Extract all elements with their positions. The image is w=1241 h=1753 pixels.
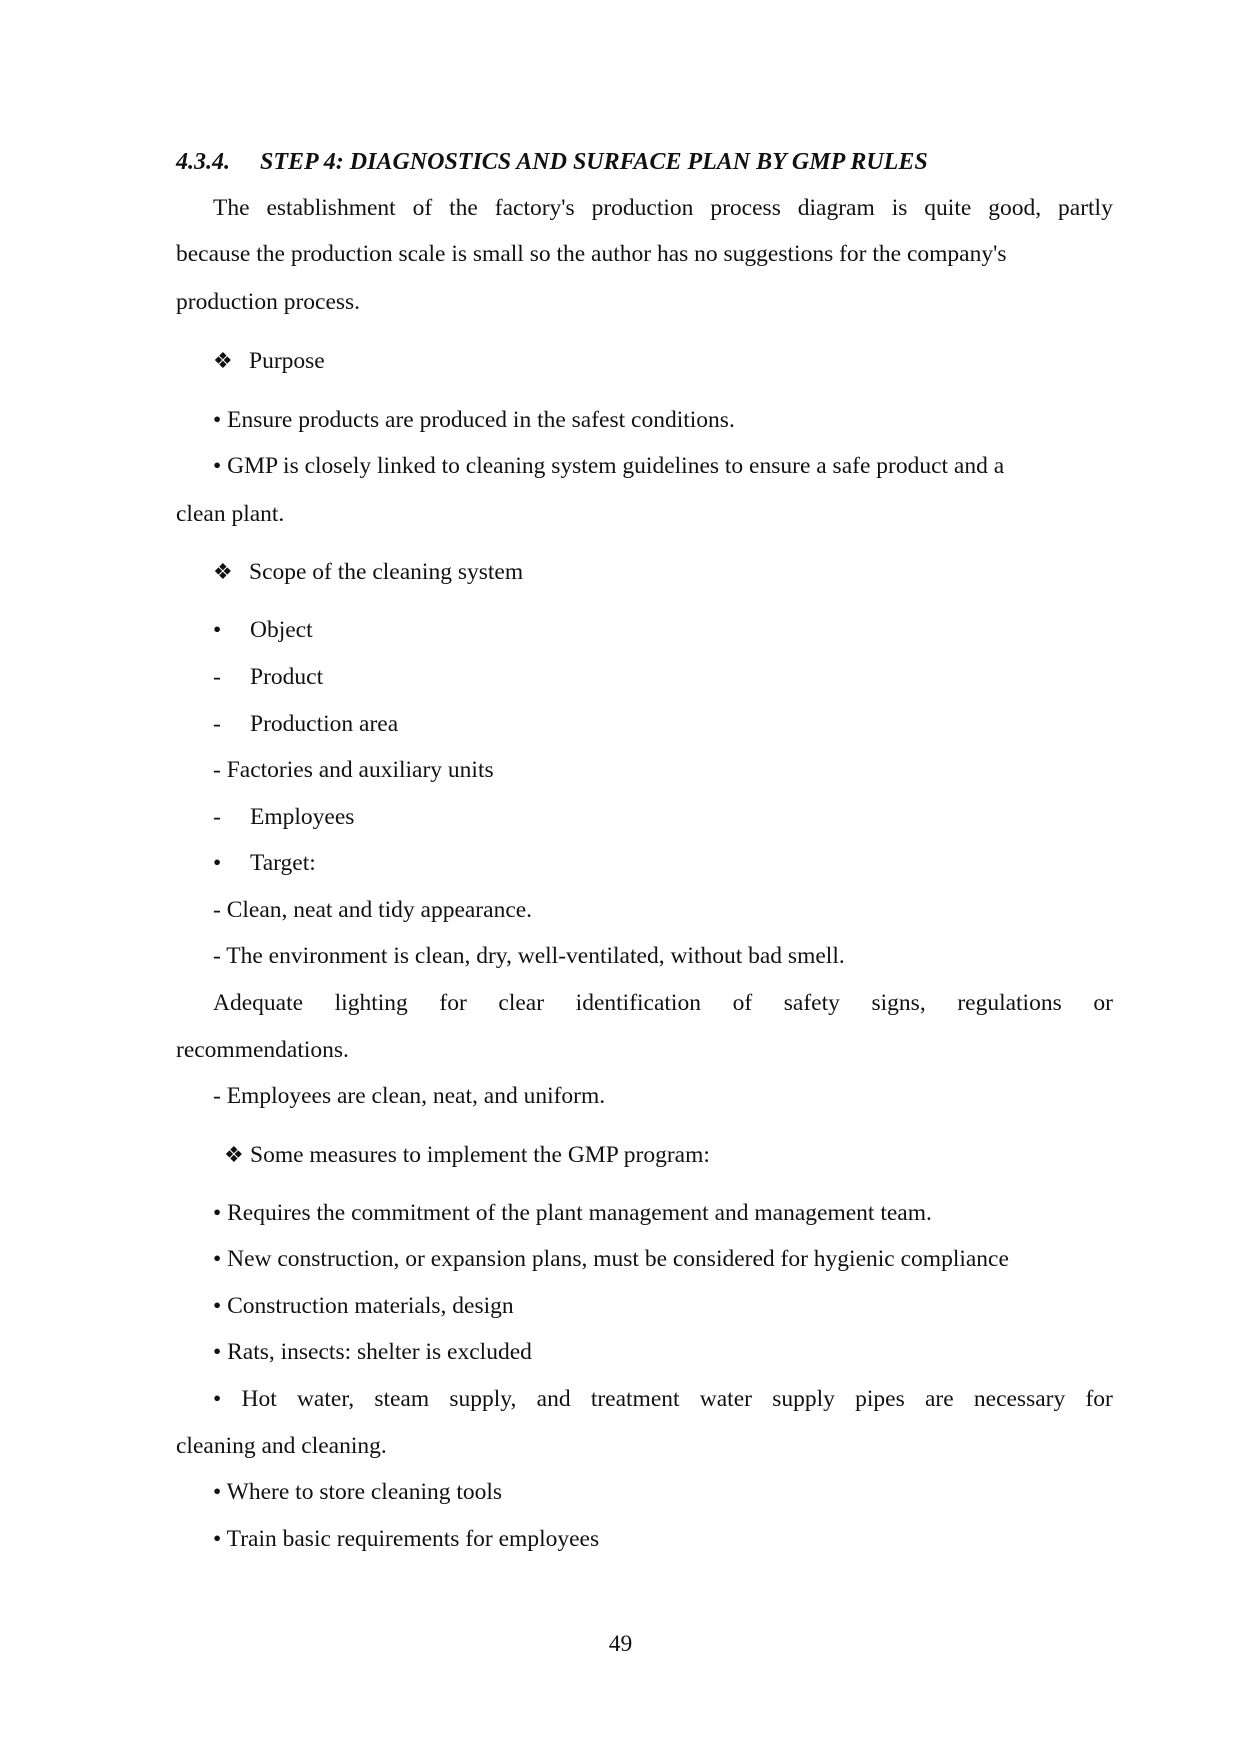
lighting-line-2: recommendations. (176, 1037, 349, 1063)
measure-item-1: • Requires the commitment of the plant management and management team. (213, 1200, 932, 1226)
measures-title: Some measures to implement the GMP program: (250, 1142, 710, 1168)
measure-item-4: • Rats, insects: shelter is excluded (213, 1339, 532, 1365)
scope-object: • Object (213, 617, 313, 643)
target-item-1: - Clean, neat and tidy appearance. (213, 897, 533, 923)
dash: - (213, 664, 221, 690)
dash: - (213, 804, 221, 830)
measure-item-5-line-2: cleaning and cleaning. (176, 1433, 387, 1459)
scope-title: Scope of the cleaning system (249, 559, 524, 585)
diamond-bullet-icon: ❖ (213, 559, 233, 584)
measures-heading (224, 1141, 710, 1169)
diamond-bullet-icon: ❖ (213, 348, 233, 373)
measure-item-7: • Train basic requirements for employees (213, 1526, 600, 1552)
diamond-bullet-icon: ❖ (224, 1142, 244, 1167)
target-item-3: - Employees are clean, neat, and uniform. (213, 1083, 606, 1109)
measure-item-6: • Where to store cleaning tools (213, 1479, 503, 1505)
page-number: 49 (608, 1631, 633, 1657)
purpose-title: Purpose (249, 348, 325, 374)
bullet: • (213, 850, 222, 876)
bullet: • (213, 617, 222, 643)
section-title: STEP 4: DIAGNOSTICS AND SURFACE PLAN BY GMP RULES (260, 149, 928, 175)
measure-item-3: • Construction materials, design (213, 1293, 514, 1319)
scope-heading (213, 558, 523, 586)
scope-target: • Target: (213, 850, 316, 876)
measure-item-5-line-1: • Hot water, steam supply, and treatment water supply pipes are necessary for (213, 1386, 1113, 1412)
section-number: 4.3.4. (176, 149, 230, 175)
dash: - (213, 711, 221, 737)
scope-factories: - Factories and auxiliary units (213, 757, 494, 783)
intro-line-3: production process. (176, 289, 361, 315)
measure-item-2: • New construction, or expansion plans, must be considered for hygienic compliance (213, 1246, 1009, 1272)
purpose-item-2-line-1: • GMP is closely linked to cleaning system guidelines to ensure a safe product and a (213, 453, 1005, 479)
lighting-line-1: Adequate lighting for clear identification of safety signs, regulations or (213, 990, 1113, 1016)
purpose-heading (213, 347, 325, 375)
intro-line-2: because the production scale is small so the author has no suggestions for the company's (176, 241, 1007, 267)
purpose-item-1: • Ensure products are produced in the safest conditions. (213, 407, 735, 433)
scope-production-area: - Production area (213, 711, 399, 737)
intro-line-1: The establishment of the factory's production process diagram is quite good, partly (213, 195, 1113, 221)
scope-employees: - Employees (213, 804, 355, 830)
purpose-item-2-line-2: clean plant. (176, 501, 285, 527)
scope-product: - Product (213, 664, 324, 690)
target-item-2: - The environment is clean, dry, well-ventilated, without bad smell. (213, 943, 845, 969)
section-heading (176, 148, 928, 176)
